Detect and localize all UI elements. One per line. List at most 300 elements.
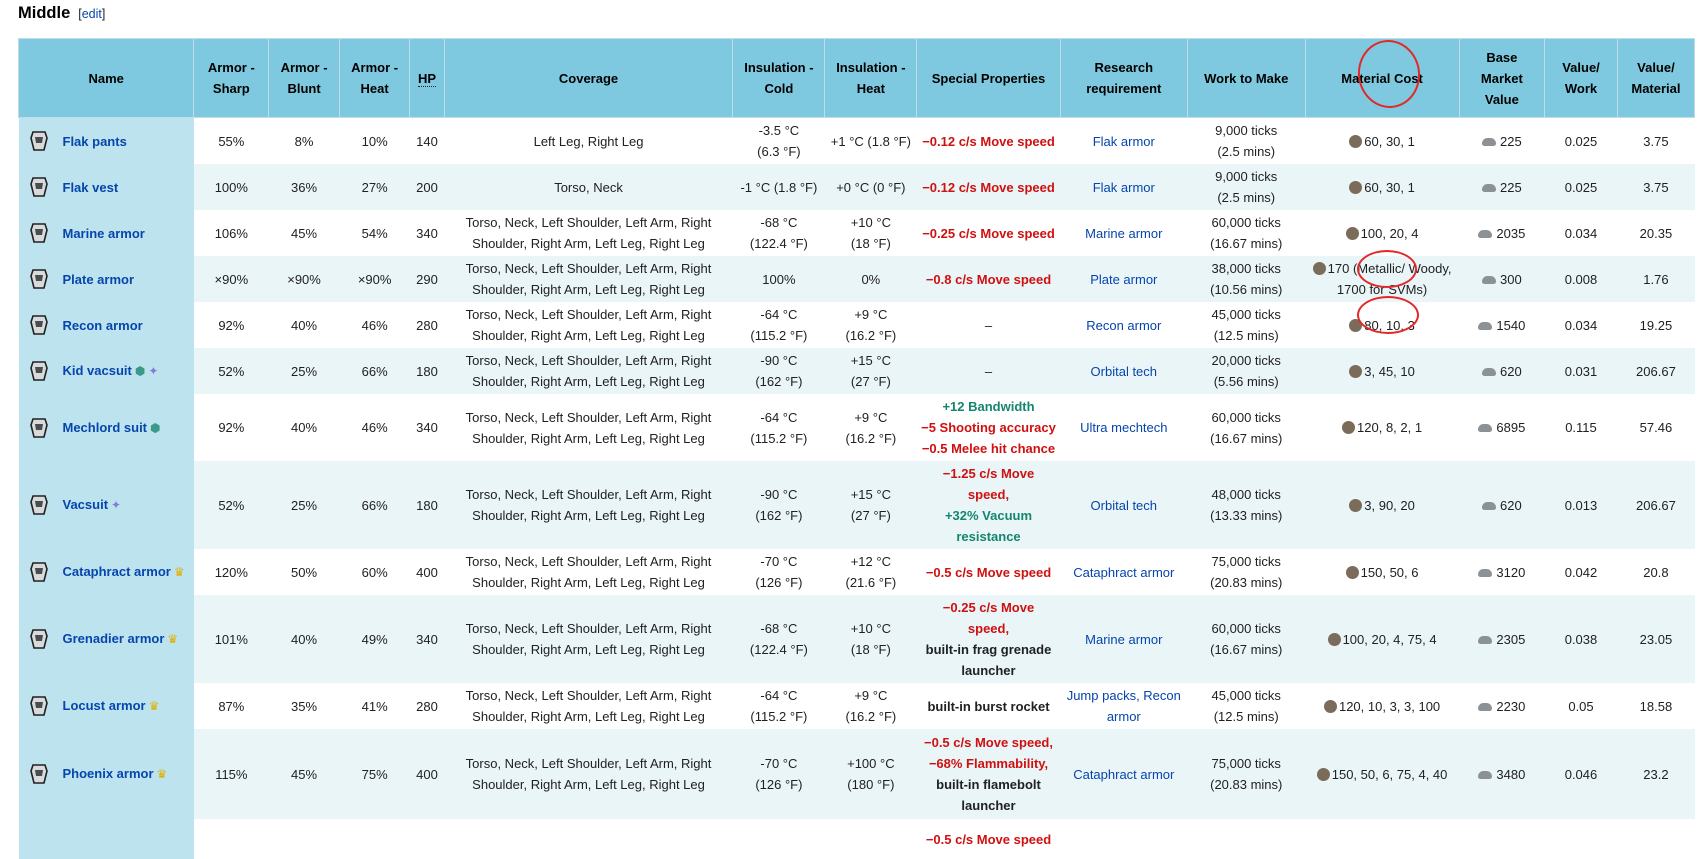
hp-cell: 140 (410, 118, 444, 165)
armor-name-link[interactable]: Cataphract armor ♛ (63, 561, 185, 583)
col-header-insulation-heat[interactable]: Insulation - Heat (825, 39, 917, 118)
insulation-heat-cell-line1: +12 °C (829, 551, 913, 572)
insulation-cold-cell-line1: -64 °C (737, 407, 821, 428)
col-header-insulation-cold[interactable]: Insulation - Cold (733, 39, 825, 118)
name-cell (19, 164, 194, 210)
section-title: Middle (18, 4, 70, 23)
armor-icon (25, 219, 53, 247)
insulation-heat-cell (825, 549, 917, 595)
material-cost-cell (1305, 348, 1459, 394)
insulation-cold-cell (733, 394, 825, 461)
value-material-cell: 19.25 (1617, 302, 1694, 348)
armor-name-link[interactable]: Plate armor (63, 269, 135, 290)
insulation-heat-cell-line1: +15 °C (829, 350, 913, 371)
hp-cell: 340 (410, 394, 444, 461)
insulation-heat-cell (825, 461, 917, 549)
work-to-make-cell-line1: 60,000 ticks (1191, 407, 1301, 428)
market-value: 225 (1500, 134, 1522, 149)
armor-icon (25, 692, 53, 720)
armor-icon (25, 558, 53, 586)
hp-cell: 400 (410, 729, 444, 819)
market-value-cell (1459, 256, 1545, 302)
armor-heat-cell: 27% (339, 164, 410, 210)
work-to-make-cell-line2: (16.67 mins) (1191, 639, 1301, 660)
work-to-make-cell-line2: (16.67 mins) (1191, 428, 1301, 449)
insulation-cold-cell-line2: (115.2 °F) (737, 325, 821, 346)
market-value-cell (1459, 348, 1545, 394)
insulation-heat-cell-line1: +15 °C (829, 484, 913, 505)
coverage-cell: Torso, Neck, Left Shoulder, Left Arm, Right Shoulder, Right Arm, Left Leg, Right Leg (444, 683, 733, 729)
work-to-make-cell-line2: (20.83 mins) (1191, 774, 1301, 795)
gear-badge-icon: ⬢ (150, 418, 160, 439)
col-header-armor-blunt[interactable]: Armor - Blunt (269, 39, 340, 118)
silver-icon (1478, 703, 1492, 711)
material-amounts: 100, 20, 4 (1361, 226, 1419, 241)
work-to-make-cell (1187, 302, 1305, 348)
insulation-cold-cell (733, 595, 825, 683)
insulation-cold-cell-line1: -70 °C (737, 551, 821, 572)
special-line: +32% Vacuum resistance (921, 505, 1056, 547)
market-value-cell (1459, 118, 1545, 165)
work-to-make-cell (1187, 819, 1305, 859)
name-inner (25, 311, 190, 339)
material-icon (1349, 181, 1362, 194)
name-cell (19, 210, 194, 256)
special-line: built-in flamebolt launcher (921, 774, 1056, 816)
armor-icon (25, 127, 53, 155)
special-line: – (921, 315, 1056, 336)
insulation-heat-cell-line2: (21.6 °F) (829, 572, 913, 593)
hp-cell: 180 (410, 461, 444, 549)
work-to-make-cell-line1: 20,000 ticks (1191, 350, 1301, 371)
armor-table (18, 38, 1695, 859)
research-cell[interactable]: Cataphract armor (1060, 549, 1187, 595)
name-inner (25, 414, 190, 442)
material-amounts: 3, 45, 10 (1364, 364, 1415, 379)
research-cell[interactable] (1060, 819, 1187, 859)
special-line: built-in burst rocket (921, 696, 1056, 717)
armor-name-link[interactable]: Flak vest (63, 177, 119, 198)
insulation-cold-cell-line2: (162 °F) (737, 505, 821, 526)
armor-icon (25, 357, 53, 385)
special-line: −0.5 c/s Move speed (921, 829, 1056, 850)
material-icon (1349, 135, 1362, 148)
name-cell (19, 683, 194, 729)
name-inner (25, 173, 190, 201)
special-properties-cell (917, 549, 1060, 595)
work-to-make-cell (1187, 683, 1305, 729)
material-cost-cell (1305, 549, 1459, 595)
armor-name-link[interactable]: Marine armor (63, 223, 145, 244)
market-value: 2035 (1496, 226, 1525, 241)
insulation-cold-cell (733, 118, 825, 165)
material-amounts: 60, 30, 1 (1364, 180, 1415, 195)
hp-cell: 200 (410, 164, 444, 210)
insulation-cold-cell-line2: (6.3 °F) (737, 141, 821, 162)
insulation-cold-cell-line1: 100% (737, 269, 821, 290)
insulation-cold-cell-line2: (126 °F) (737, 572, 821, 593)
insulation-heat-cell (825, 256, 917, 302)
work-to-make-cell (1187, 118, 1305, 165)
silver-icon (1478, 230, 1492, 238)
work-to-make-cell-line1: 48,000 ticks (1191, 484, 1301, 505)
silver-icon (1478, 771, 1492, 779)
market-value: 1540 (1496, 318, 1525, 333)
insulation-cold-cell-line1: -68 °C (737, 212, 821, 233)
name-cell (19, 461, 194, 549)
material-amounts: 3, 90, 20 (1364, 498, 1415, 513)
armor-name-link[interactable]: Kid vacsuit ⬢ ✦ (63, 360, 159, 382)
col-header-special-properties[interactable]: Special Properties (917, 39, 1060, 118)
armor-name-link[interactable]: Grenadier armor ♛ (63, 628, 179, 650)
armor-icon (25, 173, 53, 201)
market-value: 3120 (1496, 565, 1525, 580)
special-properties-cell (917, 394, 1060, 461)
insulation-cold-cell-line1: -64 °C (737, 685, 821, 706)
value-work-cell: 0.025 (1545, 118, 1618, 165)
name-cell (19, 302, 194, 348)
special-properties-cell (917, 256, 1060, 302)
insulation-heat-cell (825, 729, 917, 819)
work-to-make-cell (1187, 595, 1305, 683)
insulation-cold-cell (733, 683, 825, 729)
value-material-cell: 3.75 (1617, 164, 1694, 210)
armor-heat-cell: 75% (339, 729, 410, 819)
armor-icon (25, 625, 53, 653)
insulation-heat-cell-line2: (27 °F) (829, 371, 913, 392)
armor-icon (25, 491, 53, 519)
coverage-cell: Left Leg, Right Leg (444, 118, 733, 165)
special-line: −0.5 Melee hit chance (921, 438, 1056, 459)
table-row (19, 729, 1695, 819)
armor-sharp-cell: ×90% (194, 256, 269, 302)
armor-sharp-cell: 101% (194, 595, 269, 683)
armor-sharp-cell: 100% (194, 164, 269, 210)
value-work-cell: 0.031 (1545, 348, 1618, 394)
special-properties-cell (917, 118, 1060, 165)
insulation-heat-cell-line2: (16.2 °F) (829, 706, 913, 727)
insulation-heat-cell-line2: (18 °F) (829, 233, 913, 254)
research-cell[interactable]: Flak armor (1060, 118, 1187, 165)
header-row (19, 39, 1695, 118)
table-row (19, 595, 1695, 683)
research-cell[interactable]: Marine armor (1060, 595, 1187, 683)
silver-icon (1482, 276, 1496, 284)
insulation-cold-cell-line2: (122.4 °F) (737, 233, 821, 254)
market-value: 300 (1500, 272, 1522, 287)
special-line: +12 Bandwidth (921, 396, 1056, 417)
special-line: −5 Shooting accuracy (921, 417, 1056, 438)
value-material-cell: 20.35 (1617, 210, 1694, 256)
table-row (19, 210, 1695, 256)
research-cell[interactable]: Flak armor (1060, 164, 1187, 210)
market-value: 225 (1500, 180, 1522, 195)
armor-name-link[interactable]: Flak pants (63, 131, 127, 152)
special-properties-cell (917, 164, 1060, 210)
work-to-make-cell-line2: (10.56 mins) (1191, 279, 1301, 300)
insulation-cold-cell (733, 461, 825, 549)
crown-icon: ♛ (167, 629, 178, 650)
insulation-cold-cell (733, 348, 825, 394)
armor-blunt-cell: 40% (269, 302, 340, 348)
hp-cell: 340 (410, 595, 444, 683)
coverage-cell: Torso, Neck, Left Shoulder, Left Arm, Right Shoulder, Right Arm, Left Leg, Right Leg (444, 461, 733, 549)
table-row (19, 461, 1695, 549)
armor-heat-cell (339, 819, 410, 859)
work-to-make-cell (1187, 256, 1305, 302)
armor-blunt-cell: 40% (269, 595, 340, 683)
special-line: −0.5 c/s Move speed, (921, 732, 1056, 753)
insulation-heat-cell-line1: +100 °C (829, 753, 913, 774)
armor-heat-cell: 49% (339, 595, 410, 683)
insulation-cold-cell (733, 164, 825, 210)
insulation-heat-cell (825, 683, 917, 729)
coverage-cell: Torso, Neck, Left Shoulder, Left Arm, Right Shoulder, Right Arm, Left Leg, Right Leg (444, 595, 733, 683)
value-material-cell: 3.75 (1617, 118, 1694, 165)
value-material-cell: 206.67 (1617, 348, 1694, 394)
armor-icon (25, 311, 53, 339)
coverage-cell: Torso, Neck (444, 164, 733, 210)
research-cell[interactable]: Ultra mechtech (1060, 394, 1187, 461)
research-cell[interactable]: Plate armor (1060, 256, 1187, 302)
hp-cell: 290 (410, 256, 444, 302)
material-amounts: 150, 50, 6, 75, 4, 40 (1332, 767, 1448, 782)
name-cell (19, 819, 194, 859)
armor-sharp-cell: 106% (194, 210, 269, 256)
name-inner (25, 491, 190, 519)
work-to-make-cell-line1: 60,000 ticks (1191, 212, 1301, 233)
name-cell (19, 118, 194, 165)
research-cell[interactable]: Recon armor (1060, 302, 1187, 348)
research-cell[interactable]: Orbital tech (1060, 348, 1187, 394)
material-cost-cell (1305, 164, 1459, 210)
silver-icon (1482, 368, 1496, 376)
value-material-cell (1617, 819, 1694, 859)
insulation-cold-cell (733, 729, 825, 819)
material-icon (1349, 499, 1362, 512)
insulation-cold-cell-line2: (115.2 °F) (737, 706, 821, 727)
material-amounts: 80, 10, 3 (1364, 318, 1415, 333)
special-line: – (921, 361, 1056, 382)
col-header-value-material[interactable]: Value/ Material (1617, 39, 1694, 118)
armor-sharp-cell: 87% (194, 683, 269, 729)
armor-icon (25, 265, 53, 293)
work-to-make-cell (1187, 729, 1305, 819)
insulation-heat-cell (825, 164, 917, 210)
armor-name-link[interactable]: Recon armor (63, 315, 143, 336)
name-inner (25, 825, 190, 853)
insulation-cold-cell-line2: (162 °F) (737, 371, 821, 392)
value-material-cell: 57.46 (1617, 394, 1694, 461)
work-to-make-cell-line2: (20.83 mins) (1191, 572, 1301, 593)
work-to-make-cell-line1: 60,000 ticks (1191, 618, 1301, 639)
material-cost-cell (1305, 683, 1459, 729)
value-work-cell: 0.013 (1545, 461, 1618, 549)
silver-icon (1478, 636, 1492, 644)
hp-cell: 280 (410, 302, 444, 348)
value-work-cell: 0.042 (1545, 549, 1618, 595)
market-value: 2230 (1496, 699, 1525, 714)
material-cost-cell (1305, 394, 1459, 461)
market-value-cell (1459, 595, 1545, 683)
market-value-cell (1459, 683, 1545, 729)
col-header-coverage[interactable]: Coverage (444, 39, 733, 118)
name-inner (25, 558, 190, 586)
insulation-heat-cell-line2: (16.2 °F) (829, 428, 913, 449)
col-header-value-work[interactable]: Value/ Work (1545, 39, 1618, 118)
edit-link-wrapper: [edit] (78, 7, 105, 21)
sparkle-icon: ✦ (111, 495, 121, 516)
insulation-heat-cell (825, 394, 917, 461)
insulation-heat-cell-line1: 0% (829, 269, 913, 290)
special-properties-cell (917, 348, 1060, 394)
insulation-heat-cell (825, 595, 917, 683)
work-to-make-cell (1187, 210, 1305, 256)
work-to-make-cell-line2: (12.5 mins) (1191, 706, 1301, 727)
armor-icon (25, 414, 53, 442)
insulation-cold-cell-line2: (126 °F) (737, 774, 821, 795)
value-work-cell (1545, 819, 1618, 859)
armor-blunt-cell: 45% (269, 210, 340, 256)
coverage-cell: Torso, Neck, Left Shoulder, Left Arm, Right Shoulder, Right Arm, Left Leg, Right Leg (444, 729, 733, 819)
value-material-cell: 23.2 (1617, 729, 1694, 819)
armor-heat-cell: 60% (339, 549, 410, 595)
armor-sharp-cell: 120% (194, 549, 269, 595)
work-to-make-cell-line1: 75,000 ticks (1191, 753, 1301, 774)
value-work-cell: 0.05 (1545, 683, 1618, 729)
insulation-heat-cell-line1: +9 °C (829, 685, 913, 706)
col-header-name[interactable]: Name (19, 39, 194, 118)
hp-cell: 400 (410, 549, 444, 595)
work-to-make-cell-line1: 38,000 ticks (1191, 258, 1301, 279)
value-work-cell: 0.008 (1545, 256, 1618, 302)
work-to-make-cell-line2: (2.5 mins) (1191, 141, 1301, 162)
armor-table-body (19, 118, 1695, 859)
special-line: −0.12 c/s Move speed (921, 131, 1056, 152)
coverage-cell: Torso, Neck, Left Shoulder, Left Arm, Right Shoulder, Right Arm, Left Leg, Right Leg (444, 256, 733, 302)
market-value: 2305 (1496, 632, 1525, 647)
value-work-cell: 0.034 (1545, 210, 1618, 256)
armor-sharp-cell: 115% (194, 729, 269, 819)
special-properties-cell (917, 819, 1060, 859)
armor-sharp-cell (194, 819, 269, 859)
insulation-cold-cell-line2: (122.4 °F) (737, 639, 821, 660)
name-inner (25, 127, 190, 155)
insulation-cold-cell-line1: -68 °C (737, 618, 821, 639)
research-cell[interactable]: Orbital tech (1060, 461, 1187, 549)
col-header-hp[interactable]: HP (410, 39, 444, 118)
armor-icon (25, 760, 53, 788)
market-value-cell (1459, 819, 1545, 859)
material-icon (1346, 566, 1359, 579)
special-line: −68% Flammability, (921, 753, 1056, 774)
insulation-cold-cell-line1: -1 °C (1.8 °F) (737, 177, 821, 198)
work-to-make-cell-line1: 9,000 ticks (1191, 120, 1301, 141)
work-to-make-cell (1187, 549, 1305, 595)
coverage-cell: Torso, Neck, Left Shoulder, Left Arm, Right Shoulder, Right Arm, Left Leg, Right Leg (444, 394, 733, 461)
armor-name-link[interactable]: Mechlord suit ⬢ (63, 417, 161, 439)
insulation-cold-cell-line2: (115.2 °F) (737, 428, 821, 449)
special-properties-cell (917, 729, 1060, 819)
material-amounts: 120, 10, 3, 3, 100 (1339, 699, 1440, 714)
col-header-market-value[interactable]: Base Market Value (1459, 39, 1545, 118)
insulation-cold-cell-line1: -90 °C (737, 484, 821, 505)
insulation-heat-cell (825, 302, 917, 348)
gear-badge-icon: ⬢ (135, 361, 145, 382)
value-work-cell: 0.025 (1545, 164, 1618, 210)
col-header-armor-heat[interactable]: Armor - Heat (339, 39, 410, 118)
value-material-cell: 1.76 (1617, 256, 1694, 302)
insulation-heat-cell (825, 819, 917, 859)
special-properties-cell (917, 302, 1060, 348)
material-icon (1317, 768, 1330, 781)
material-amounts: 100, 20, 4, 75, 4 (1343, 632, 1437, 647)
armor-name-link[interactable]: Phoenix armor ♛ (63, 763, 168, 785)
table-row (19, 302, 1695, 348)
insulation-heat-cell-line2: (180 °F) (829, 774, 913, 795)
research-cell[interactable]: Cataphract armor (1060, 729, 1187, 819)
insulation-heat-cell-line2: (16.2 °F) (829, 325, 913, 346)
research-cell[interactable]: Jump packs, Recon armor (1060, 683, 1187, 729)
insulation-heat-cell (825, 348, 917, 394)
market-value-cell (1459, 210, 1545, 256)
insulation-heat-cell-line1: +1 °C (1.8 °F) (829, 131, 913, 152)
crown-icon: ♛ (149, 696, 160, 717)
col-header-research[interactable]: Research requirement (1060, 39, 1187, 118)
table-row (19, 256, 1695, 302)
armor-heat-cell: 66% (339, 461, 410, 549)
armor-blunt-cell: 45% (269, 729, 340, 819)
annotation-circle-recon (1357, 296, 1419, 334)
armor-blunt-cell: 50% (269, 549, 340, 595)
name-cell (19, 348, 194, 394)
col-header-armor-sharp[interactable]: Armor - Sharp (194, 39, 269, 118)
table-row (19, 549, 1695, 595)
armor-sharp-cell: 52% (194, 461, 269, 549)
work-to-make-cell (1187, 461, 1305, 549)
insulation-cold-cell (733, 210, 825, 256)
work-to-make-cell-line1: 75,000 ticks (1191, 551, 1301, 572)
market-value: 620 (1500, 364, 1522, 379)
edit-link[interactable]: edit (82, 7, 102, 21)
insulation-cold-cell-line1: -70 °C (737, 753, 821, 774)
research-cell[interactable]: Marine armor (1060, 210, 1187, 256)
special-line: −0.25 c/s Move speed (921, 223, 1056, 244)
armor-sharp-cell: 55% (194, 118, 269, 165)
armor-heat-cell: 46% (339, 394, 410, 461)
work-to-make-cell-line1: 45,000 ticks (1191, 304, 1301, 325)
armor-name-link[interactable]: Vacsuit ✦ (63, 494, 122, 516)
market-value: 6895 (1496, 420, 1525, 435)
armor-name-link[interactable]: Locust armor ♛ (63, 695, 160, 717)
silver-icon (1482, 138, 1496, 146)
market-value-cell (1459, 302, 1545, 348)
insulation-cold-cell-line1: -3.5 °C (737, 120, 821, 141)
col-header-material-cost[interactable]: Material Cost (1305, 39, 1459, 118)
material-icon (1346, 227, 1359, 240)
coverage-cell (444, 819, 733, 859)
name-cell (19, 256, 194, 302)
special-line: −0.12 c/s Move speed (921, 177, 1056, 198)
silver-icon (1478, 424, 1492, 432)
material-icon (1349, 365, 1362, 378)
market-value-cell (1459, 461, 1545, 549)
silver-icon (1482, 502, 1496, 510)
market-value: 3480 (1496, 767, 1525, 782)
work-to-make-cell-line2: (16.67 mins) (1191, 233, 1301, 254)
insulation-heat-cell-line2: (18 °F) (829, 639, 913, 660)
col-header-work-to-make[interactable]: Work to Make (1187, 39, 1305, 118)
